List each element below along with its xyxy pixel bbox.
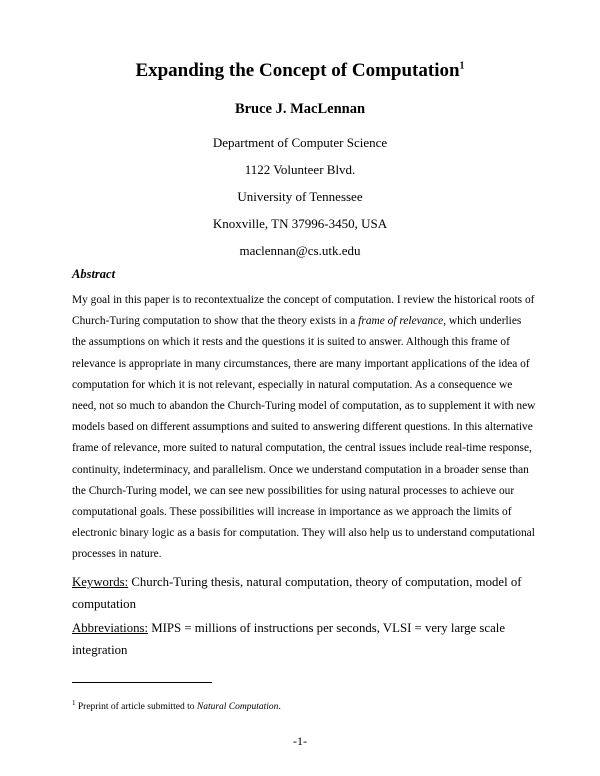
abstract-line-text: frame of relevance, more suited to natural computation, the central issues include real-time response, — [72, 442, 532, 455]
keywords-label: Keywords: — [72, 575, 129, 589]
abstract-line-text: the Church-Turing model, we can see new possibilities for using natural processes to achieve our — [72, 484, 515, 497]
affiliation-city: Knoxville, TN 37996-3450, USA — [212, 216, 388, 231]
abstract-line-text: , which underlies — [443, 315, 522, 328]
abstract-line — [72, 396, 536, 417]
abstract-line — [72, 417, 533, 438]
abstract-line-text: My goal in this paper is to recontextualize the concept of computation. I review the historical roots of — [72, 294, 535, 306]
abstract-line — [72, 544, 530, 565]
abbreviations-text: MIPS = millions of instructions per seconds, VLSI = very large scale — [148, 621, 506, 635]
abstract-line — [72, 311, 530, 332]
abbreviations-line — [72, 618, 542, 639]
abstract-line — [72, 354, 530, 375]
affiliation-university: University of Tennessee — [237, 189, 363, 204]
affiliation-department: Department of Computer Science — [212, 135, 388, 150]
abstract-line — [72, 290, 535, 311]
footnote — [72, 698, 281, 712]
footnote-journal: Natural Computation — [196, 702, 279, 712]
footnote-divider — [72, 682, 212, 683]
keywords-line — [72, 572, 542, 593]
abstract-heading: Abstract — [72, 267, 116, 281]
abstract-emphasis: frame of relevance — [358, 315, 444, 328]
abstract-line — [72, 375, 530, 396]
author-name: Bruce J. MacLennan — [234, 101, 366, 117]
footnote-period: . — [278, 702, 281, 712]
abstract-body — [72, 290, 536, 565]
abstract-line-text: relevance is appropriate in many circumstances, there are many important applications of the idea of — [72, 357, 530, 370]
abstract-line — [72, 481, 530, 502]
abstract-line-text: computation for which it is not relevant, especially in natural computation. As a consequence we — [72, 378, 513, 391]
abstract-line-text: continuity, indeterminacy, and parallelism. Once we understand computation in a broader sense than — [72, 463, 529, 476]
abstract-line-text: electronic binary logic as a basis for computation. They will also help us to understand computational — [72, 527, 535, 540]
page-number: -1- — [293, 734, 307, 748]
keywords-text: Church-Turing thesis, natural computation, theory of computation, model of — [128, 575, 522, 589]
abstract-line-text: processes in nature. — [72, 548, 162, 561]
footnote-text: Preprint of article submitted to — [75, 702, 197, 712]
abstract-line — [72, 523, 535, 544]
title-footnote-mark: 1 — [459, 60, 465, 72]
abstract-line-text: computational goals. These possibilities will increase in importance as we approach the limits of — [72, 505, 512, 518]
abstract-line-text: need, not so much to abandon the Church-Turing model of computation, as to supplement it with new — [72, 399, 536, 412]
abbreviations-continuation: integration — [72, 643, 128, 657]
paper-title — [0, 60, 600, 82]
abstract-line — [72, 438, 530, 459]
keywords-continuation: computation — [72, 597, 136, 611]
abstract-line — [72, 332, 530, 353]
abstract-line — [72, 502, 530, 523]
abstract-line-text: Church-Turing computation to show that the theory exists in a — [72, 315, 359, 328]
abstract-line — [72, 460, 530, 481]
affiliation-street: 1122 Volunteer Blvd. — [244, 162, 356, 177]
abstract-line-text: models based on different assumptions and suited to answering different questions. In this alternative — [72, 421, 533, 434]
footnote-mark: 1 — [72, 698, 76, 707]
abstract-line-text: the assumptions on which it rests and the questions it is suited to answer. Although this frame of — [72, 336, 510, 349]
author-email: maclennan@cs.utk.edu — [239, 243, 361, 258]
abbreviations-label: Abbreviations: — [72, 621, 149, 635]
paper-title-text: Expanding the Concept of Computation — [135, 60, 460, 81]
